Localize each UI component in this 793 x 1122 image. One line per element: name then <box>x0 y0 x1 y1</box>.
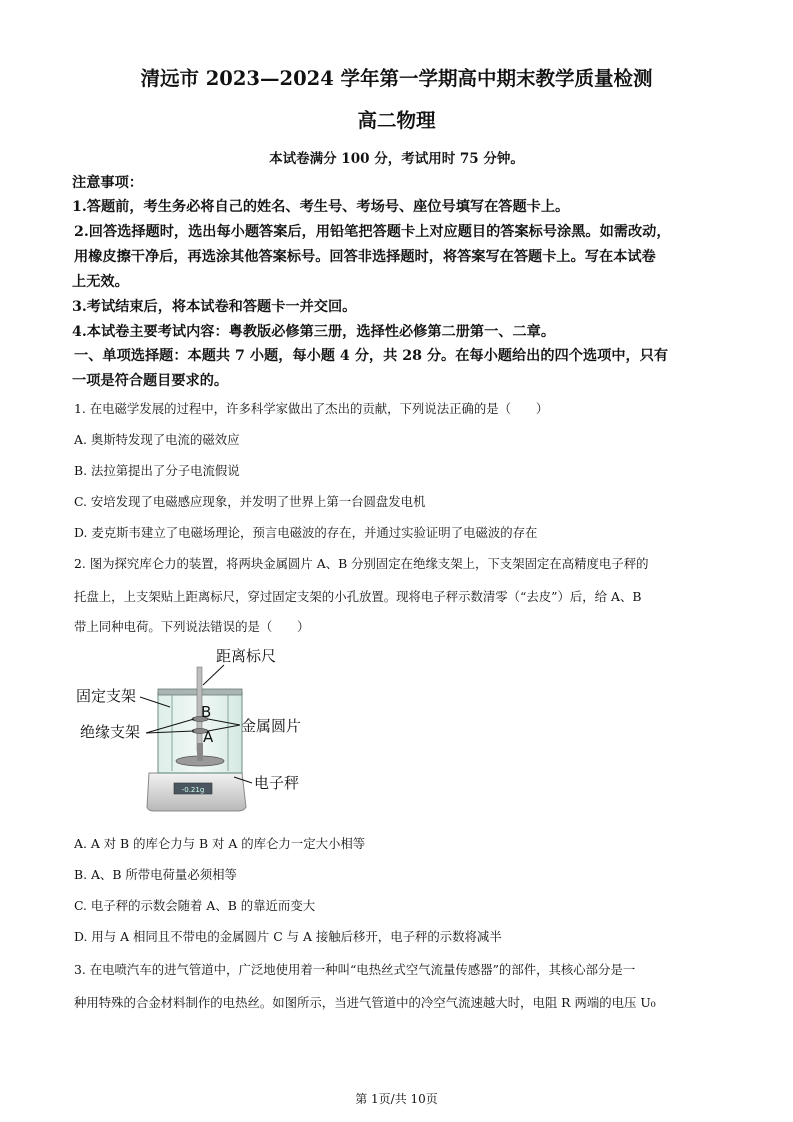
section-1-line-2: 一项是符合题目要求的。 <box>72 373 229 389</box>
q2-option-a: A. A 对 B 的库仑力与 B 对 A 的库仑力一定大小相等 <box>74 836 366 851</box>
exam-meta: 本试卷满分 100 分，考试用时 75 分钟。 <box>269 151 524 167</box>
q3-stem-line-2: 种用特殊的合金材料制作的电热丝。如图所示，当进气管道中的冷空气流速越大时，电阻 R 两端的电压 U₀ <box>74 995 656 1010</box>
note-2-line-1: 2.回答选择题时，选出每小题答案后，用铅笔把答题卡上对应题目的答案标号涂黑。如需改动， <box>74 224 671 240</box>
q2-option-b: B. A、B 所带电荷量必须相等 <box>74 867 237 882</box>
page-title: 清远市 2023—2024 学年第一学期高中期末教学质量检测 <box>140 67 653 90</box>
subject-title: 高二物理 <box>357 109 436 132</box>
label-disc-b: B <box>201 703 212 721</box>
q1-option-d: D. 麦克斯韦建立了电磁场理论，预言电磁波的存在，并通过实验证明了电磁波的存在 <box>74 525 538 540</box>
scale-display-reading: -0.21g <box>181 786 205 794</box>
page-footer: 第 1页/共 10页 <box>355 1092 438 1106</box>
notes-heading: 注意事项： <box>72 175 143 191</box>
label-scale: 电子秤 <box>254 774 300 792</box>
q2-option-c: C. 电子秤的示数会随着 A、B 的靠近而变大 <box>74 898 316 913</box>
note-2-line-2: 用橡皮擦干净后，再选涂其他答案标号。回答非选择题时，将答案写在答题卡上。写在本试卷 <box>74 249 656 265</box>
note-1: 1.答题前，考生务必将自己的姓名、考生号、考场号、座位号填写在答题卡上。 <box>72 199 570 215</box>
section-1-line-1: 一、单项选择题：本题共 7 小题，每小题 4 分，共 28 分。在每小题给出的四个选项中，只有 <box>74 348 669 364</box>
label-ruler: 距离标尺 <box>216 647 277 665</box>
coulomb-apparatus-figure <box>74 645 344 815</box>
q1-stem: 1. 在电磁学发展的过程中，许多科学家做出了杰出的贡献，下列说法正确的是（ ） <box>74 401 549 416</box>
q2-stem-line-1: 2. 图为探究库仑力的装置，将两块金属圆片 A、B 分别固定在绝缘支架上，下支架固定在高精度电子秤的 <box>74 556 649 571</box>
q3-stem-line-1: 3. 在电喷汽车的进气管道中，广泛地使用着一种叫“电热丝式空气流量传感器”的部件，其核心部分是一 <box>74 962 636 977</box>
label-disc-a: A <box>203 728 214 746</box>
note-2-line-3: 上无效。 <box>72 274 129 290</box>
q1-option-b: B. 法拉第提出了分子电流假说 <box>74 463 240 478</box>
q1-option-c: C. 安培发现了电磁感应现象，并发明了世界上第一台圆盘发电机 <box>74 494 426 509</box>
q2-stem-line-3: 带上同种电荷。下列说法错误的是（ ） <box>74 619 310 634</box>
q2-stem-line-2: 托盘上，上支架贴上距离标尺，穿过固定支架的小孔放置。现将电子秤示数清零（“去皮”）后，给 A、B <box>74 589 642 604</box>
note-3: 3.考试结束后，将本试卷和答题卡一并交回。 <box>72 299 357 315</box>
q2-option-d: D. 用与 A 相同且不带电的金属圆片 C 与 A 接触后移开，电子秤的示数将减半 <box>74 929 502 944</box>
label-insulating-stand: 绝缘支架 <box>80 723 141 741</box>
label-fixed-stand: 固定支架 <box>76 687 137 705</box>
note-4: 4.本试卷主要考试内容：粤教版必修第三册，选择性必修第二册第一、二章。 <box>72 324 556 340</box>
label-metal-disc: 金属圆片 <box>241 717 302 735</box>
q1-option-a: A. 奥斯特发现了电流的磁效应 <box>74 432 240 447</box>
